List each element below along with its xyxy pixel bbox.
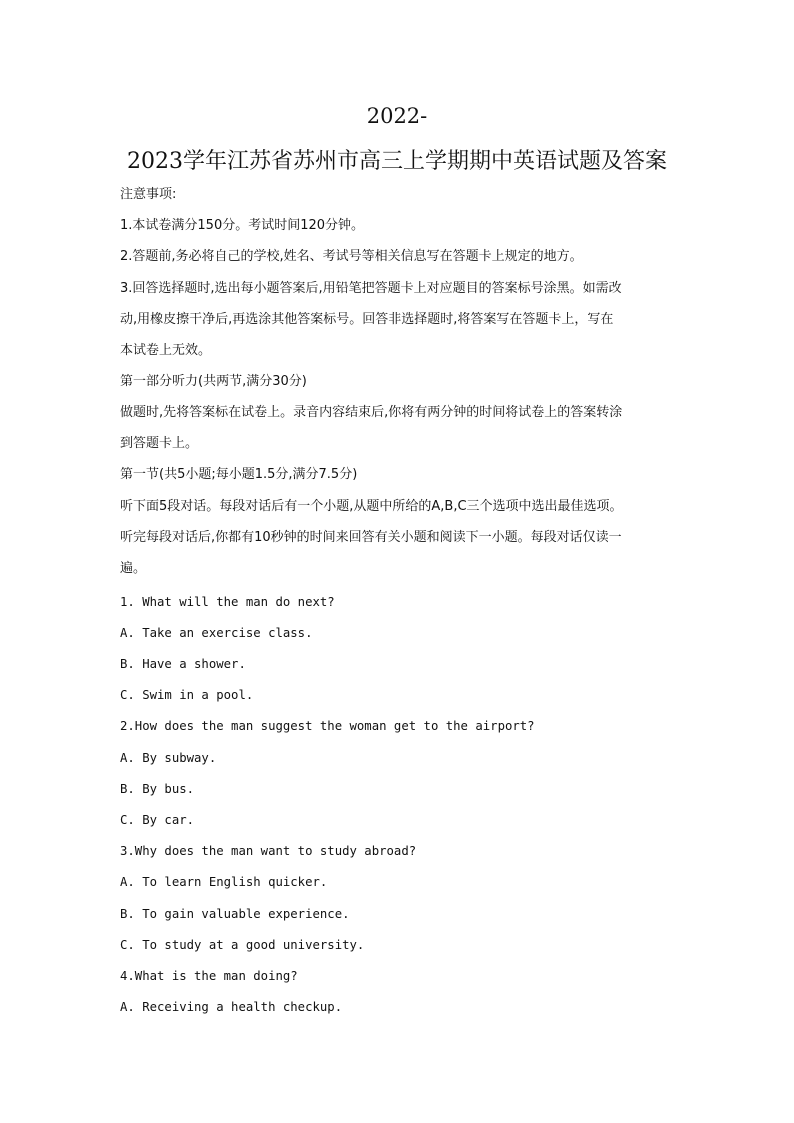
section1-desc-line-3: 遍。 [120, 561, 147, 576]
part1-desc-line-2: 到答题卡上。 [120, 436, 199, 451]
question-3-stem: 3.Why does the man want to study abroad? [120, 844, 417, 858]
question-1-option-c: C. Swim in a pool. [120, 688, 254, 702]
instruction-item-3-line-1: 3.回答选择题时,选出每小题答案后,用铅笔把答题卡上对应题目的答案标号涂黑。如需改 [120, 281, 622, 296]
question-1-stem: 1. What will the man do next? [120, 595, 335, 609]
title-line-2: 2023学年江苏省苏州市高三上学期期中英语试题及答案 [127, 149, 667, 174]
question-2-option-b: B. By bus. [120, 782, 195, 796]
question-3-option-c: C. To study at a good university. [120, 938, 365, 952]
instruction-item-1: 1.本试卷满分150分。考试时间120分钟。 [120, 218, 365, 233]
question-4-option-a: A. Receiving a health checkup. [120, 1000, 343, 1014]
question-1-option-b: B. Have a shower. [120, 657, 246, 671]
section1-desc-line-2: 听完每段对话后,你都有10秒钟的时间来回答有关小题和阅读下一小题。每段对话仅读一 [120, 530, 622, 545]
part1-desc-line-1: 做题时,先将答案标在试卷上。录音内容结束后,你将有两分钟的时间将试卷上的答案转涂 [120, 405, 623, 420]
question-2-option-a: A. By subway. [120, 751, 217, 765]
question-3-option-a: A. To learn English quicker. [120, 875, 328, 889]
question-2-option-c: C. By car. [120, 813, 195, 827]
title-line-1: 2022- [366, 104, 428, 128]
instruction-item-3-line-3: 本试卷上无效。 [120, 343, 212, 358]
part1-heading: 第一部分听力(共两节,满分30分) [120, 374, 307, 389]
instruction-item-2: 2.答题前,务必将自己的学校,姓名、考试号等相关信息写在答题卡上规定的地方。 [120, 249, 583, 264]
question-3-option-b: B. To gain valuable experience. [120, 907, 350, 921]
instructions-heading: 注意事项: [120, 187, 177, 202]
section1-heading: 第一节(共5小题;每小题1.5分,满分7.5分) [120, 467, 358, 482]
instruction-item-3-line-2: 动,用橡皮擦干净后,再选涂其他答案标号。回答非选择题时,将答案写在答题卡上，写在 [120, 312, 614, 327]
question-4-stem: 4.What is the man doing? [120, 969, 298, 983]
question-2-stem: 2.How does the man suggest the woman get to the airport? [120, 719, 535, 733]
question-1-option-a: A. Take an exercise class. [120, 626, 313, 640]
section1-desc-line-1: 听下面5段对话。每段对话后有一个小题,从题中所给的A,B,C三个选项中选出最佳选项。 [120, 499, 623, 514]
